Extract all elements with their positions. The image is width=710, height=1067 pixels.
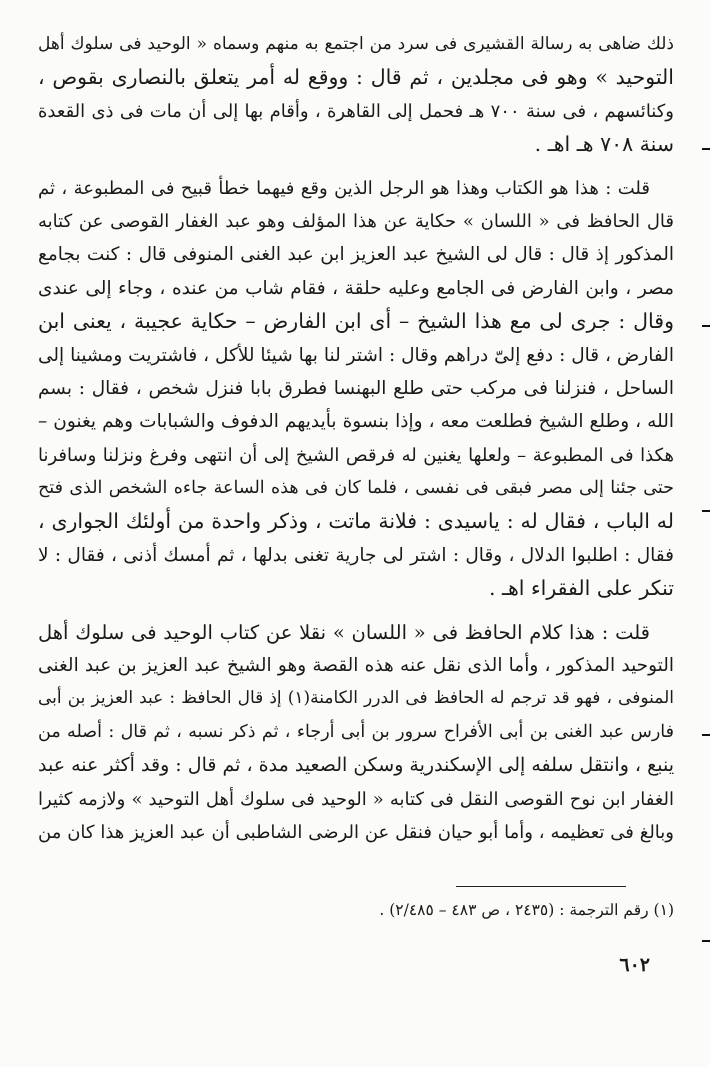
text-line: تنكر على الفقراء اهـ .	[488, 576, 674, 601]
text-line: الفارض ، قال : دفع إلىّ دراهم وقال : اشتر لنا بها شيئا للأكل ، فاشتريت ومشينا إلى	[38, 344, 674, 366]
footnote: (١) رقم الترجمة : (٢٤٣٥ ، ص ٤٨٣ – ٢/٤٨٥) .	[379, 901, 674, 919]
text-line: له الباب ، فقال له : ياسيدى : فلانة ماتت ، وذكر واحدة من أولئك الجوارى ،	[38, 509, 674, 534]
margin-mark	[702, 148, 710, 150]
margin-mark	[702, 940, 710, 942]
text-line: وقال : جرى لى مع هذا الشيخ – أى ابن الفارض – حكاية عجيبة ، يعنى ابن	[38, 309, 674, 334]
text-line: هكذا فى المطبوعة – ولعلها يغنين له فرقص الشيخ إلى أن انتهى وفرغ ونزلنا وسافرنا	[38, 444, 674, 466]
text-line: حتى جئنا إلى مصر فبقى فى نفسى ، فلما كان فى هذه الساعة جاءه الشخص الذى فتح	[38, 478, 674, 499]
text-line: فقال : اطلبوا الدلال ، وقال : اشتر لى جارية تغنى بدلها ، ثم أمسك أذنى ، فقال : لا	[38, 544, 674, 566]
text-line: ينبع ، وانتقل سلفه إلى الإسكندرية وسكن الصعيد مدة ، ثم قال : وقد أكثر عنه عبد	[38, 754, 674, 777]
paragraph-3	[38, 616, 674, 850]
text-line: قلت : هذا كلام الحافظ فى « اللسان » نقلا عن كتاب الوحيد فى سلوك أهل	[38, 620, 650, 644]
margin-mark	[702, 510, 710, 512]
text-line: وكنائسهم ، فى سنة ٧٠٠ هـ فحمل إلى القاهرة ، وأقام بها إلى أن مات فى ذى القعدة	[38, 100, 674, 122]
text-line: قلت : هذا هو الكتاب وهذا هو الرجل الذين وقع فيهما خطأ قبيح فى المطبوعة ، ثم	[38, 177, 650, 199]
text-line: الغفار ابن نوح القوصى النقل فى كتابه « الوحيد فى سلوك أهل التوحيد » ولازمه كثيرا	[38, 788, 674, 810]
paragraph-2	[38, 172, 674, 606]
text-line: مصر ، وابن الفارض فى الجامع وعليه حلقة ، فقام شاب من عنده ، وجاء إلى عندى	[38, 277, 674, 299]
page-number: ٦٠٢	[619, 954, 650, 976]
text-line: الله ، وطلع الشيخ فطلعت معه ، وإذا بنسوة بأيديهم الدفوف والشبابات وهم يغنون –	[38, 411, 674, 433]
text-line: وبالغ فى تعظيمه ، وأما أبو حيان فنقل عن الرضى الشاطبى أن عبد العزيز هذا كان من	[38, 821, 674, 843]
text-line: المذكور إذ قال : قال لى الشيخ عبد العزيز ابن عبد الغنى المنوفى قال : كنت بجامع	[38, 244, 674, 266]
footnote-divider	[456, 886, 626, 887]
text-line: التوحيد » وهو فى مجلدين ، ثم قال : ووقع له أمر يتعلق بالنصارى بقوص ،	[38, 65, 674, 90]
page-body	[38, 28, 674, 849]
text-line: سنة ٧٠٨ هـ اهـ .	[534, 132, 674, 157]
margin-mark	[702, 734, 710, 736]
text-line: المنوفى ، فهو قد ترجم له الحافظ فى الدرر الكامنة(١) إذ قال الحافظ : عبد العزيز بن أبى	[38, 688, 674, 709]
text-line: التوحيد المذكور ، وأما الذى نقل عنه هذه القصة وهو الشيخ عبد العزيز بن عبد الغنى	[38, 655, 674, 677]
text-line: فارس عبد الغنى بن أبى الأفراح سرور بن أبى أرجاء ، ثم ذكر نسبه ، ثم قال : أصله من	[38, 721, 674, 742]
paragraph-1	[38, 28, 674, 162]
text-line: الساحل ، فنزلنا فى مركب حتى طلع البهنسا فطرق بابا فنزل شخص ، فقال : بسم	[38, 377, 674, 399]
text-line: قال الحافظ فى « اللسان » حكاية عن هذا المؤلف وهو عبد الغفار القوصى عن كتابه	[38, 210, 674, 232]
text-line: ذلك ضاهى به رسالة القشيرى فى سرد من اجتمع به منهم وسماه « الوحيد فى سلوك أهل	[38, 34, 674, 54]
margin-mark	[702, 325, 710, 327]
